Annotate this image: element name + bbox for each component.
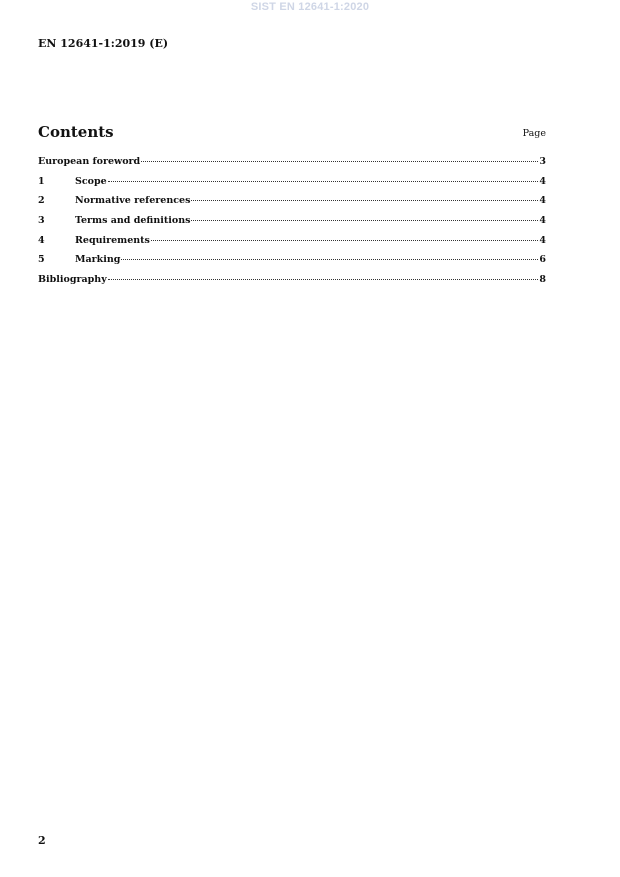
toc-leader <box>108 181 539 182</box>
toc-entry-bibliography[interactable] <box>38 274 546 294</box>
toc-entry-page: 4 <box>539 195 546 207</box>
toc-entry-page: 8 <box>539 274 546 286</box>
watermark: SIST EN 12641-1:2020 <box>250 1 370 13</box>
toc-entry-number: 2 <box>38 195 45 207</box>
toc-entry-number: 4 <box>38 234 45 246</box>
toc-leader <box>108 279 539 280</box>
toc-entry-title: Normative references <box>75 195 191 207</box>
page-number: 2 <box>38 834 46 847</box>
toc-leader <box>191 220 538 221</box>
toc-entry-page: 4 <box>539 234 546 246</box>
toc-leader <box>151 240 538 241</box>
toc-entry-page: 3 <box>539 156 546 167</box>
toc-entry-title: Marking <box>75 254 121 266</box>
toc-entry-requirements[interactable] <box>38 235 546 255</box>
toc-entry-title: European foreword <box>38 156 141 167</box>
toc-leader <box>121 259 538 260</box>
page-column-label: Page <box>522 128 546 139</box>
toc-entry-page: 4 <box>539 215 546 227</box>
toc-entry-page: 4 <box>539 175 546 187</box>
toc-entry-terms-and-definitions[interactable] <box>38 215 546 235</box>
toc-entry-scope[interactable] <box>38 176 546 196</box>
toc-entry-normative-references[interactable] <box>38 195 546 215</box>
toc-entry-page: 6 <box>539 254 546 266</box>
toc-entry-marking[interactable] <box>38 254 546 274</box>
toc-leader <box>191 200 538 201</box>
toc-entry-title: Requirements <box>75 234 150 246</box>
toc-entry-title: Scope <box>75 175 107 187</box>
document-header: EN 12641-1:2019 (E) <box>38 37 169 50</box>
toc-entry-number: 3 <box>38 215 45 227</box>
table-of-contents <box>38 156 546 294</box>
toc-entry-title: Terms and definitions <box>75 215 191 227</box>
toc-entry-number: 1 <box>38 175 45 187</box>
toc-entry-number: 5 <box>38 254 45 266</box>
contents-title: Contents <box>38 123 114 141</box>
toc-leader <box>141 161 538 162</box>
toc-entry-title: Bibliography <box>38 274 107 286</box>
toc-entry-foreword[interactable] <box>38 156 546 176</box>
